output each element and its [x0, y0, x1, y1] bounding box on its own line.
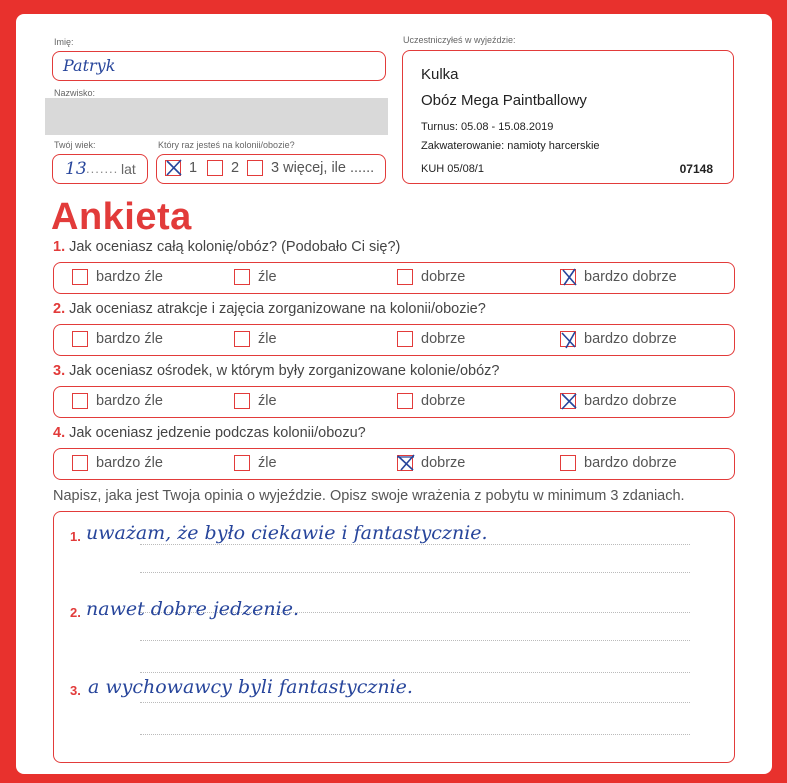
- answer-option-dobrze[interactable]: [397, 269, 465, 285]
- question-1: [53, 239, 400, 255]
- times-option-label: 3 więcej, ile ......: [271, 160, 375, 176]
- answer-option-bardzo-dobrze[interactable]: [560, 269, 677, 285]
- answer-option-bardzo-zle[interactable]: [72, 331, 163, 347]
- checkbox[interactable]: [234, 393, 250, 409]
- trip-label: Uczestniczyłeś w wyjeździe:: [403, 35, 516, 45]
- writing-line: [140, 544, 690, 545]
- check-x-mark: [164, 158, 184, 178]
- name-label: Imię:: [54, 37, 74, 47]
- turnus-value: 05.08 - 15.08.2019: [460, 121, 554, 133]
- option-label: bardzo źle: [96, 331, 163, 347]
- times-option-2[interactable]: [207, 160, 239, 176]
- answer-option-dobrze[interactable]: [397, 393, 465, 409]
- name-field[interactable]: [52, 51, 386, 81]
- checkbox[interactable]: [234, 269, 250, 285]
- option-label: źle: [258, 455, 277, 471]
- checkbox[interactable]: [397, 393, 413, 409]
- opinion-number: 2.: [70, 605, 81, 620]
- trip-name: Kulka: [421, 66, 459, 83]
- opinion-text-2: nawet dobre jedzenie.: [86, 598, 300, 620]
- opinion-text-1: uważam, że było ciekawie i fantastycznie.: [86, 522, 488, 544]
- option-label: bardzo dobrze: [584, 455, 677, 471]
- checkbox[interactable]: [397, 331, 413, 347]
- turnus-label: Turnus:: [421, 121, 458, 133]
- trip-number: 07148: [679, 162, 713, 176]
- writing-line: [140, 672, 690, 673]
- survey-form: [16, 14, 772, 774]
- opinion-box[interactable]: [53, 511, 735, 763]
- check-x-mark: [559, 267, 579, 287]
- answer-option-bardzo-zle[interactable]: [72, 269, 163, 285]
- option-label: źle: [258, 393, 277, 409]
- times-checkbox-1[interactable]: [165, 160, 181, 176]
- checkbox[interactable]: [72, 455, 88, 471]
- checkbox[interactable]: [72, 393, 88, 409]
- checkbox[interactable]: [234, 455, 250, 471]
- check-x-mark: [559, 329, 579, 349]
- checkbox-checked[interactable]: [560, 269, 576, 285]
- zakwaterowanie-label: Zakwaterowanie:: [421, 140, 505, 152]
- times-label: Który raz jesteś na kolonii/obozie?: [158, 140, 295, 150]
- option-label: dobrze: [421, 269, 466, 285]
- age-dots: .......: [86, 161, 119, 176]
- zakwaterowanie-row: [421, 140, 600, 152]
- question-text: Jak oceniasz całą kolonię/obóz? (Podobało Ci się?): [69, 239, 401, 255]
- answer-option-zle[interactable]: [234, 269, 277, 285]
- age-unit: lat: [121, 161, 136, 177]
- checkbox-checked[interactable]: [560, 393, 576, 409]
- times-option-1[interactable]: [165, 160, 197, 176]
- times-checkbox-3[interactable]: [247, 160, 263, 176]
- question-number: 4.: [53, 425, 66, 441]
- writing-line: [140, 572, 690, 573]
- checkbox[interactable]: [397, 269, 413, 285]
- age-label: Twój wiek:: [54, 140, 96, 150]
- question-text: Jak oceniasz jedzenie podczas kolonii/obozu?: [69, 425, 366, 441]
- question-text: Jak oceniasz atrakcje i zajęcia zorganizowane na kolonii/obozie?: [69, 301, 486, 317]
- question-3: [53, 363, 499, 379]
- surname-label: Nazwisko:: [54, 88, 96, 98]
- answer-option-dobrze[interactable]: [397, 331, 465, 347]
- opinion-prompt: Napisz, jaka jest Twoja opinia o wyjeździe. Opisz swoje wrażenia z pobytu w minimum 3 zdaniach.: [53, 488, 685, 504]
- answer-option-bardzo-dobrze[interactable]: [560, 331, 677, 347]
- times-option-3[interactable]: [247, 160, 374, 176]
- zakwaterowanie-value: namioty harcerskie: [507, 140, 600, 152]
- answer-option-dobrze[interactable]: [397, 455, 465, 471]
- surname-redacted: [45, 98, 388, 135]
- checkbox[interactable]: [560, 455, 576, 471]
- option-label: bardzo dobrze: [584, 331, 677, 347]
- option-label: dobrze: [421, 393, 466, 409]
- times-option-label: 1: [189, 160, 198, 176]
- option-label: dobrze: [421, 455, 466, 471]
- option-label: źle: [258, 269, 277, 285]
- check-x-mark: [559, 391, 579, 411]
- checkbox[interactable]: [72, 331, 88, 347]
- option-label: bardzo źle: [96, 455, 163, 471]
- answer-row-3: [53, 386, 735, 418]
- opinion-number: 3.: [70, 683, 81, 698]
- question-2: [53, 301, 486, 317]
- times-checkbox-2[interactable]: [207, 160, 223, 176]
- option-label: bardzo dobrze: [584, 393, 677, 409]
- option-label: bardzo źle: [96, 269, 163, 285]
- times-option-label: 2: [231, 160, 240, 176]
- answer-option-zle[interactable]: [234, 393, 277, 409]
- answer-row-4: [53, 448, 735, 480]
- question-4: [53, 425, 366, 441]
- turnus-row: [421, 121, 553, 133]
- writing-line: [140, 640, 690, 641]
- age-field[interactable]: [52, 154, 148, 184]
- answer-option-bardzo-dobrze[interactable]: [560, 393, 677, 409]
- writing-line: [140, 734, 690, 735]
- answer-option-zle[interactable]: [234, 455, 277, 471]
- name-value: Patryk: [63, 56, 116, 75]
- question-number: 2.: [53, 301, 66, 317]
- times-field: [156, 154, 386, 184]
- option-label: bardzo źle: [96, 393, 163, 409]
- checkbox[interactable]: [72, 269, 88, 285]
- checkbox-checked[interactable]: [397, 455, 413, 471]
- option-label: źle: [258, 331, 277, 347]
- trip-title: Obóz Mega Paintballowy: [421, 92, 587, 109]
- answer-option-bardzo-dobrze[interactable]: [560, 455, 677, 471]
- question-number: 1.: [53, 239, 66, 255]
- answer-option-zle[interactable]: [234, 331, 277, 347]
- checkbox-checked[interactable]: [560, 331, 576, 347]
- trip-code: KUH 05/08/1: [421, 163, 484, 175]
- answer-option-bardzo-zle[interactable]: [72, 455, 163, 471]
- check-x-mark: [396, 453, 416, 473]
- question-number: 3.: [53, 363, 66, 379]
- answer-option-bardzo-zle[interactable]: [72, 393, 163, 409]
- option-label: bardzo dobrze: [584, 269, 677, 285]
- checkbox[interactable]: [234, 331, 250, 347]
- writing-line: [140, 702, 690, 703]
- survey-title: Ankieta: [51, 196, 192, 238]
- age-value: 13: [65, 159, 87, 179]
- trip-info-box: [402, 50, 734, 184]
- opinion-number: 1.: [70, 529, 81, 544]
- question-text: Jak oceniasz ośrodek, w którym były zorganizowane kolonie/obóz?: [69, 363, 500, 379]
- answer-row-1: [53, 262, 735, 294]
- option-label: dobrze: [421, 331, 466, 347]
- answer-row-2: [53, 324, 735, 356]
- opinion-text-3: a wychowawcy byli fantastycznie.: [88, 676, 413, 698]
